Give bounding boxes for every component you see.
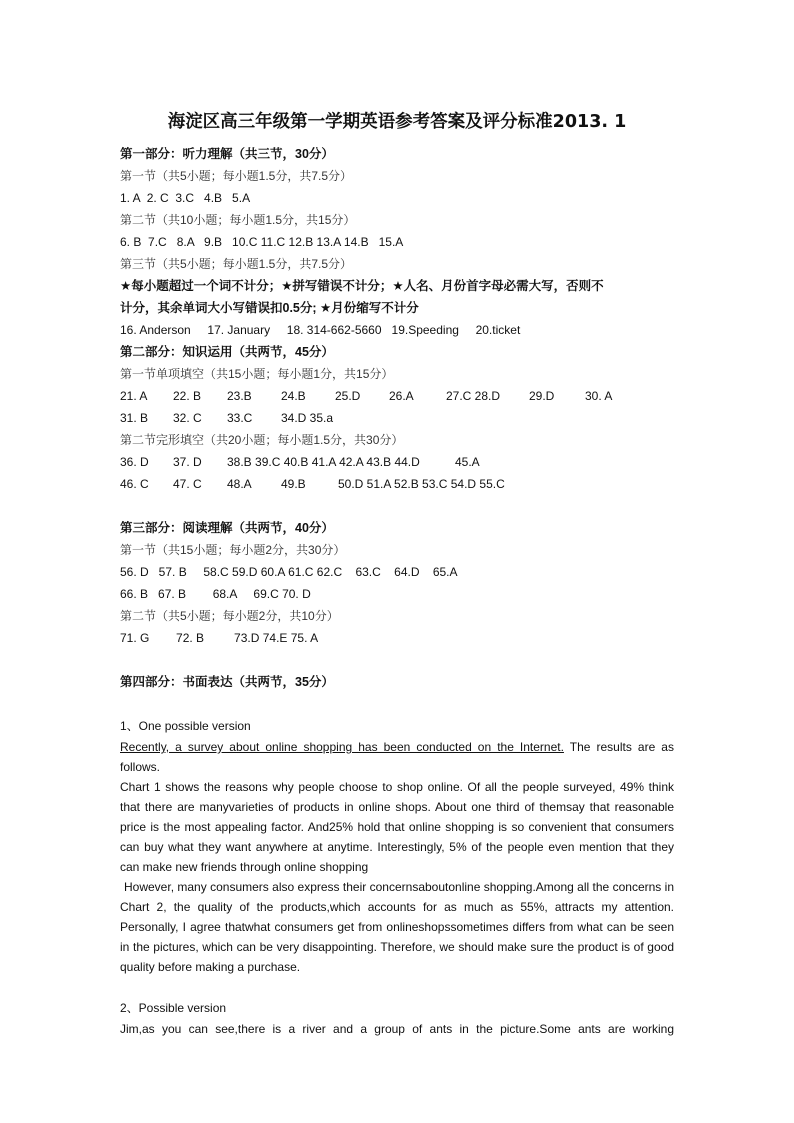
part1-notice-line2: 计分，其余单词大小写错误扣0.5分; ★月份缩写不计分 [120, 301, 419, 315]
part1-heading: 第一部分：听力理解（共三节，30分） [120, 147, 334, 161]
answer-cell: 25.D [335, 389, 361, 403]
spacer [120, 495, 674, 517]
version1-paragraph3: However, many consumers also express their concernsaboutonline shopping.Among all the concerns in Chart 2, the quality of the products,which accounts for as much as 55%, attracts my attention. Personally, I agree thatwhat consumers get from onlineshopssometimes differs from what can be seen in the pictures, which can be very disappointing. Therefore, we should make sure the product is of good quality before making a purchase. [120, 880, 674, 974]
answer-cell: 31. B [120, 411, 149, 425]
version1-paragraph1 [120, 737, 674, 777]
part2-answers-row2 [120, 407, 674, 429]
answer-cell: 46. C [120, 477, 149, 491]
part1-sec3-answers: 16. Anderson 17. January 18. 314-662-5660 19.Speeding 20.ticket [120, 323, 521, 337]
part2-answers-row4 [120, 473, 674, 495]
spacer [120, 693, 674, 715]
answer-cell: 45.A [455, 455, 480, 469]
part3-answers-row3: 71. G 72. B 73.D 74.E 75. A [120, 631, 319, 645]
page-title: 海淀区高三年级第一学期英语参考答案及评分标准2013. 1 [167, 112, 627, 132]
answer-cell: 50.D 51.A 52.B 53.C 54.D 55.C [338, 477, 505, 491]
part3-answers-row2: 66. B 67. B 68.A 69.C 70. D [120, 587, 311, 601]
spacer [120, 649, 674, 671]
answer-cell: 22. B [173, 389, 202, 403]
part1-notice-line1: ★每小题超过一个词不计分；★拼写错误不计分；★人名、月份首字母必需大写，否则不 [120, 279, 604, 293]
version2-label: 2、Possible version [120, 1001, 227, 1015]
answer-cell: 27.C 28.D [446, 389, 501, 403]
spacer [120, 977, 674, 997]
answer-cell: 47. C [173, 477, 202, 491]
part2-sec1: 第一节单项填空（共15小题；每小题1分，共15分） [120, 367, 394, 381]
answer-cell: 36. D [120, 455, 149, 469]
sentence-continuation: The results are as follows. [120, 740, 674, 774]
answer-cell: 34.D 35.a [281, 411, 334, 425]
answer-cell: 26.A [389, 389, 414, 403]
answer-document [120, 108, 674, 1039]
version2-paragraph1: Jim,as you can see,there is a river and a group of ants in the picture.Some ants are working [120, 1022, 674, 1036]
part2-answers-row3 [120, 451, 674, 473]
part3-heading: 第三部分：阅读理解（共两节，40分） [120, 521, 334, 535]
answer-cell: 21. A [120, 389, 148, 403]
part4-heading: 第四部分：书面表达（共两节，35分） [120, 675, 334, 689]
version1-paragraph2: Chart 1 shows the reasons why people choose to shop online. Of all the people surveyed, 49% think that there are manyvarieties of products in online shops. About one third of themsay that reasonable price is the most appealing factor. And25% hold that online shopping is so convenient that consumers can buy what they want anywhere at anytime. Interestingly, 5% of the people even mention that they can make new friends through online shopping [120, 780, 674, 874]
version1-label: 1、One possible version [120, 719, 251, 733]
answer-cell: 23.B [227, 389, 252, 403]
part2-answers-row1 [120, 385, 674, 407]
part1-sec2: 第二节（共10小题；每小题1.5分，共15分） [120, 213, 356, 227]
part2-sec2: 第二节完形填空（共20小题；每小题1.5分，共30分） [120, 433, 404, 447]
part1-sec3: 第三节（共5小题；每小题1.5分，共7.5分） [120, 257, 353, 271]
answer-cell: 30. A [585, 389, 613, 403]
part3-sec2: 第二节（共5小题；每小题2分，共10分） [120, 609, 339, 623]
answer-cell: 48.A [227, 477, 252, 491]
answer-cell: 38.B 39.C 40.B 41.A 42.A 43.B 44.D [227, 455, 420, 469]
part3-answers-row1: 56. D 57. B 58.C 59.D 60.A 61.C 62.C 63.C 64.D 65.A [120, 565, 458, 579]
part3-sec1: 第一节（共15小题；每小题2分，共30分） [120, 543, 346, 557]
answer-cell: 33.C [227, 411, 253, 425]
underlined-sentence: Recently, a survey about online shopping has been conducted on the Internet. [120, 740, 564, 754]
answer-cell: 32. C [173, 411, 202, 425]
answer-cell: 37. D [173, 455, 202, 469]
part1-sec1: 第一节（共5小题；每小题1.5分，共7.5分） [120, 169, 353, 183]
part1-sec2-answers: 6. B 7.C 8.A 9.B 10.C 11.C 12.B 13.A 14.B 15.A [120, 235, 404, 249]
answer-cell: 49.B [281, 477, 306, 491]
part2-heading: 第二部分：知识运用（共两节，45分） [120, 345, 334, 359]
answer-cell: 29.D [529, 389, 555, 403]
part1-sec1-answers: 1. A 2. C 3.C 4.B 5.A [120, 191, 251, 205]
answer-cell: 24.B [281, 389, 306, 403]
